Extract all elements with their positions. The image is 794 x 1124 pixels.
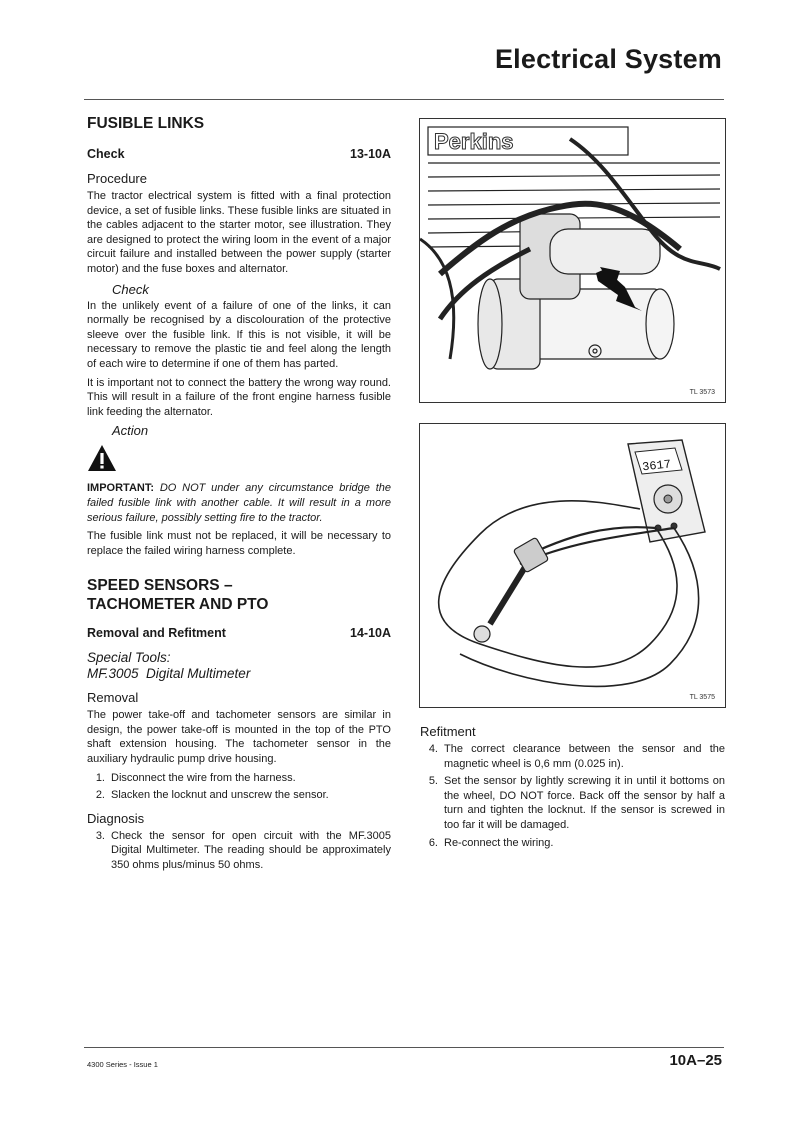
page-number: 10A–25: [669, 1052, 722, 1069]
multimeter-figure: [419, 423, 726, 708]
starter-motor-illustration: [420, 119, 725, 402]
procedure-heading: Procedure: [87, 171, 147, 186]
special-tools: [87, 650, 391, 682]
fusible-links-heading: FUSIBLE LINKS: [87, 115, 205, 132]
starter-motor-figure: [419, 118, 726, 403]
refitment-heading: Refitment: [420, 724, 476, 739]
important-note: [87, 481, 391, 525]
procedure-text: The tractor electrical system is fitted with a final protection device, a set of fusible links. These fusible links are situated in the cables adjacent to the starter motor, see illustration. They are designed to protect the wiring loom in the event of a major circuit failure and installed between the power supply (starter motor) and the fuse boxes and alternator.: [87, 190, 391, 275]
check-code: 13-10A: [350, 147, 391, 161]
tools-line2: MF.3005 Digital Multimeter: [87, 666, 251, 682]
important-label: IMPORTANT:: [87, 482, 155, 495]
removal-label: Removal and Refitment: [87, 626, 226, 641]
removal-steps: [87, 771, 391, 803]
list-item: 2. Slacken the locknut and unscrew the sensor.: [95, 789, 329, 802]
check-row: [87, 147, 391, 161]
replace-text: The fusible link must not be replaced, it will be necessary to replace the failed wiring harness complete.: [87, 530, 391, 557]
header-rule: [84, 99, 724, 100]
list-item: 5. Set the sensor by lightly screwing it in until it bottoms on the wheel, DO NOT force. Back off the sensor by half a turn and tighten the locknut. If the sensor is screwed in too far it will be damaged.: [428, 775, 725, 831]
left-column: [87, 114, 391, 876]
warning-icon: [87, 444, 117, 472]
list-item: 3. Check the sensor for open circuit with the MF.3005 Digital Multimeter. The reading should be approximately 350 ohms plus/minus 50 ohms.: [95, 829, 391, 872]
speed-sensors-heading: [87, 576, 391, 614]
figure-label: TL 3575: [689, 694, 715, 701]
footer-rule: [84, 1047, 724, 1048]
check-label: Check: [87, 147, 125, 161]
battery-text: It is important not to connect the battery the wrong way round. This will result in a failure of the front engine harness fusible link feeding the alternator.: [87, 376, 391, 418]
footer-series: 4300 Series - Issue 1: [87, 1060, 158, 1069]
list-item: 6. Re-connect the wiring.: [428, 836, 554, 849]
refitment-section: [420, 724, 725, 853]
important-text: DO NOT under any circumstance bridge the failed fusible link with another cable. It will result in a more serious failure, possibly setting fire to the tractor.: [87, 482, 391, 524]
page-title: Electrical System: [494, 44, 722, 74]
check-subheading: Check: [112, 281, 149, 297]
removal-heading: Removal: [87, 690, 139, 706]
action-subheading: Action: [112, 423, 149, 439]
multimeter-display: 3617: [641, 457, 672, 475]
diagnosis-steps: [87, 829, 391, 873]
perkins-brand-text: Perkins: [434, 129, 514, 154]
speed-heading-line1: SPEED SENSORS –: [87, 577, 233, 595]
check-text: In the unlikely event of a failure of one of the links, it can normally be recognised by a discolouration of the protective sleeve over the fusible link. If this is not visible, it will be necessary to remove the plastic tie and feel along the length of each wire to determine if one of them has parted.: [87, 299, 391, 370]
diagnosis-heading: Diagnosis: [87, 810, 145, 826]
removal-row: [87, 626, 391, 640]
figure-label: TL 3573: [689, 389, 715, 396]
removal-text: The power take-off and tachometer sensors are similar in design, the power take-off is mounted in the top of the PTO shaft extension housing. The tachometer sensor in the auxiliary hydraulic pump drive housing.: [87, 709, 391, 766]
list-item: 1. Disconnect the wire from the harness.: [95, 771, 296, 784]
list-item: 4. The correct clearance between the sensor and the magnetic wheel is 0,6 mm (0.025 in).: [428, 743, 725, 770]
refitment-steps: [420, 742, 725, 850]
tools-line1: Special Tools:: [87, 650, 171, 666]
speed-heading-line2: TACHOMETER AND PTO: [87, 596, 269, 614]
removal-code: 14-10A: [350, 626, 391, 641]
multimeter-illustration: [420, 424, 725, 707]
